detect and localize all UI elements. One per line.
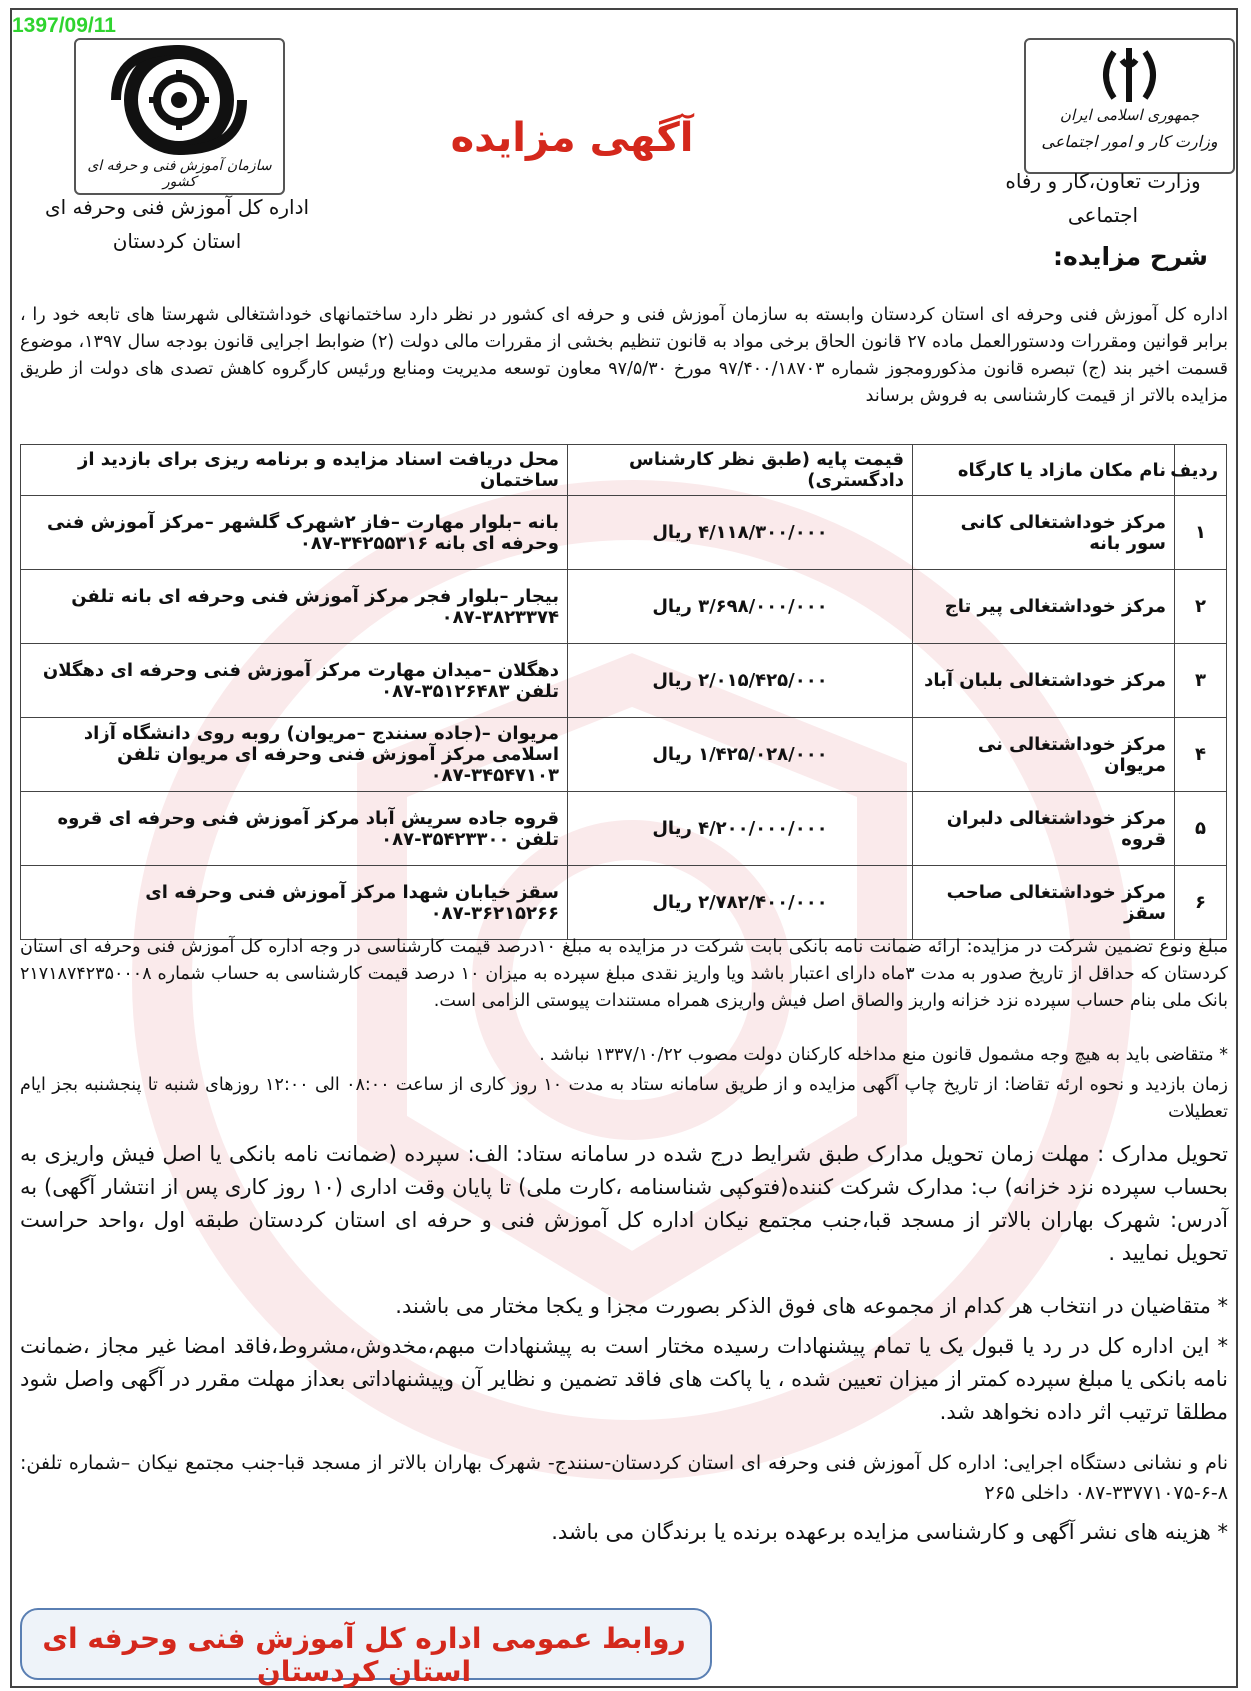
page-title: آگهی مزایده	[450, 115, 694, 161]
notice-sheet	[10, 8, 1238, 1688]
col-header-row-no: ردیف	[1175, 445, 1227, 496]
tvto-logo	[74, 38, 285, 195]
left-org-line1: اداره کل آموزش فنی وحرفه ای	[44, 195, 310, 219]
visit-note: زمان بازدید و نحوه ارئه تقاضا: از تاریخ چاپ آگهی مزایده و از طریق سامانه ستاد به مدت ۱۰ روز کاری از ساعت ۰۸:۰۰ الی ۱۲:۰۰ روزهای شنبه تا پنجشنبه بجز ایام تعطیلات	[20, 1075, 1229, 1122]
footer-text: روابط عمومی اداره کل آموزش فنی وحرفه ای استان کردستان	[42, 1622, 686, 1688]
iran-emblem-icon	[1026, 40, 1233, 110]
left-org-line2: استان کردستان	[112, 229, 242, 253]
table-row	[21, 570, 1227, 644]
row-name: مرکز خوداشتغالی بلبان آباد	[913, 644, 1175, 718]
select-note: * متقاضیان در انتخاب هر کدام از مجموعه های فوق الذکر بصورت مجزا و یکجا مختار می باشند.	[395, 1294, 1228, 1318]
right-ministry-caption: وزارت تعاون،کار و رفاه اجتماعی	[1005, 169, 1201, 227]
table-row	[21, 866, 1227, 940]
row-no: ۱	[1175, 496, 1227, 570]
row-location: دهگلان –میدان مهارت مرکز آموزش فنی وحرفه ای دهگلان تلفن ۳۵۱۲۶۴۸۳-۰۸۷	[21, 644, 568, 718]
ministry-logo	[1024, 38, 1235, 174]
table-row	[21, 644, 1227, 718]
row-location: مریوان –(جاده سنندج –مریوان) روبه روی دانشگاه آزاد اسلامی مرکز آموزش فنی وحرفه ای مریوان تلفن ۳۴۵۴۷۱۰۳-۰۸۷	[21, 718, 568, 792]
exclusion-note: * متقاضی باید به هیچ وجه مشمول قانون منع مداخله کارکنان دولت مصوب ۱۳۳۷/۱۰/۲۲ نباشد .	[539, 1045, 1228, 1065]
description-heading: شرح مزایده:	[1052, 242, 1208, 271]
ministry-logo-text-1: جمهوری اسلامی ایران	[1059, 106, 1200, 124]
row-no: ۵	[1175, 792, 1227, 866]
row-name: مرکز خوداشتغالی پیر تاج	[913, 570, 1175, 644]
row-name: مرکز خوداشتغالی کانی سور بانه	[913, 496, 1175, 570]
table-row	[21, 792, 1227, 866]
row-price: ۳/۶۹۸/۰۰۰/۰۰۰ ریال	[568, 570, 913, 644]
ministry-logo-text-2: وزارت کار و امور اجتماعی	[1041, 132, 1218, 151]
address-note: نام و نشانی دستگاه اجرایی: اداره کل آموزش فنی وحرفه ای استان کردستان-سنندج- شهرک بهاران بالاتر از مسجد قبا-جنب مجتمع نیکان –شماره تلفن: ۸-۶-۳۳۷۷۱۰۷۵-۰۸۷ داخلی ۲۶۵	[20, 1452, 1228, 1504]
tvto-logo-text: سازمان آموزش فنی و حرفه ای کشور	[87, 158, 272, 190]
row-name: مرکز خوداشتغالی نی مریوان	[913, 718, 1175, 792]
row-name: مرکز خوداشتغالی دلبران قروه	[913, 792, 1175, 866]
row-name: مرکز خوداشتغالی صاحب سقز	[913, 866, 1175, 940]
table-row	[21, 496, 1227, 570]
guarantee-note: مبلغ ونوع تضمین شرکت در مزایده: ارائه ضمانت نامه بانکی بابت شرکت در مزایده به مبلغ ۱۰درصد قیمت کارشناسی در وجه اداره کل آموزش فنی وحرفه ای استان کردستان که حداقل از تاریخ صدور به مدت ۳ماه دارای اعتبار باشد ویا واریز نقدی مبلغ سپرده به میزان ۱۰ درصد قیمت کارشناسی به حساب شماره ۲۱۷۱۸۷۴۲۳۵۰۰۰۸ بانک ملی بنام حساب سپرده نزد خزانه واریز والصاق اصل فیش واریزی همراه مستندات پیوستی الزامی است.	[20, 937, 1228, 1011]
row-location: قروه جاده سریش آباد مرکز آموزش فنی وحرفه ای قروه تلفن ۳۵۴۲۳۳۰۰-۰۸۷	[21, 792, 568, 866]
row-no: ۲	[1175, 570, 1227, 644]
date-stamp: 1397/09/11	[12, 14, 116, 37]
table-header-row	[21, 445, 1227, 496]
row-price: ۱/۴۲۵/۰۲۸/۰۰۰ ریال	[568, 718, 913, 792]
col-header-location: محل دریافت اسناد مزایده و برنامه ریزی برای بازدید از ساختمان	[21, 445, 568, 496]
row-price: ۲/۰۱۵/۴۲۵/۰۰۰ ریال	[568, 644, 913, 718]
delivery-note: تحویل مدارک : مهلت زمان تحویل مدارک طبق شرایط درج شده در سامانه ستاد: الف: سپرده (ضمانت نامه بانکی یا اصل فیش واریزی به بحساب سپرده نزد خزانه) ب: مدارک شرکت کننده(فتوکپی شناسنامه ،کارت ملی) تا پایان وقت اداری (۱۰ روز کاری پس از انتشار آگهی) به آدرس: شهرک بهاران بالاتر از مسجد قبا،جنب مجتمع نیکان اداره کل آموزش فنی و حرفه ای استان کردستان طبقه اول ،واحد حراست تحویل نمایید .	[20, 1142, 1228, 1265]
row-price: ۲/۷۸۲/۴۰۰/۰۰۰ ریال	[568, 866, 913, 940]
row-location: بانه –بلوار مهارت –فاز ۲شهرک گلشهر –مرکز آموزش فنی وحرفه ای بانه ۳۴۲۵۵۳۱۶-۰۸۷	[21, 496, 568, 570]
description-text: اداره کل آموزش فنی وحرفه ای استان کردستان وابسته به سازمان آموزش فنی و حرفه ای کشور در نظر دارد ساختمانهای خوداشتغالی شهرستا های تابعه خود را ، برابر قوانین ومقررات ودستورالعمل ماده ۲۷ قانون الحاق برخی مواد به قانون تنظیم بخشی از مقررات مالی دولت (۲) ضوابط اجرایی قانون بودجه سال ۱۳۹۷، موضوع قسمت اخیر بند (ج) تبصره قانون مذکورومجوز شماره ۹۷/۴۰۰/۱۸۷۰۳ مورخ ۹۷/۵/۳۰ معاون توسعه مدیریت ومنابع ورئیس کارگروه کاهش تصدی های دولت از طریق مزایده بالاتر از قیمت کارشناسی به فروش برساند	[20, 305, 1229, 406]
row-location: بیجار –بلوار فجر مرکز آموزش فنی وحرفه ای بانه تلفن ۳۸۲۳۳۷۴-۰۸۷	[21, 570, 568, 644]
cost-note: * هزینه های نشر آگهی و کارشناسی مزایده برعهده برنده یا برندگان می باشد.	[551, 1520, 1228, 1544]
row-price: ۴/۱۱۸/۳۰۰/۰۰۰ ریال	[568, 496, 913, 570]
left-org-caption	[42, 190, 312, 258]
row-no: ۴	[1175, 718, 1227, 792]
row-no: ۳	[1175, 644, 1227, 718]
row-no: ۶	[1175, 866, 1227, 940]
auction-table	[20, 444, 1227, 940]
table-row	[21, 718, 1227, 792]
row-price: ۴/۲۰۰/۰۰۰/۰۰۰ ریال	[568, 792, 913, 866]
col-header-name: نام مکان مازاد یا کارگاه	[913, 445, 1175, 496]
reject-note: * این اداره کل در رد یا قبول یک یا تمام پیشنهادات رسیده مختار است به پیشنهادات مبهم،مخدوش،مشروط،فاقد امضا غیر مجاز ،ضمانت نامه بانکی یا مبلغ سپرده کمتر از میزان تعیین شده ، یا پاکت های فاقد تضمین و نظایر آن وپیشنهاداتی بعداز مهلت مقرر در آگهی واصل شود مطلقا ترتیب اثر داده نخواهد شد.	[20, 1334, 1228, 1424]
col-header-price: قیمت پایه (طبق نظر کارشناس دادگستری)	[568, 445, 913, 496]
row-location: سقز خیابان شهدا مرکز آموزش فنی وحرفه ای ۳۶۲۱۵۲۶۶-۰۸۷	[21, 866, 568, 940]
